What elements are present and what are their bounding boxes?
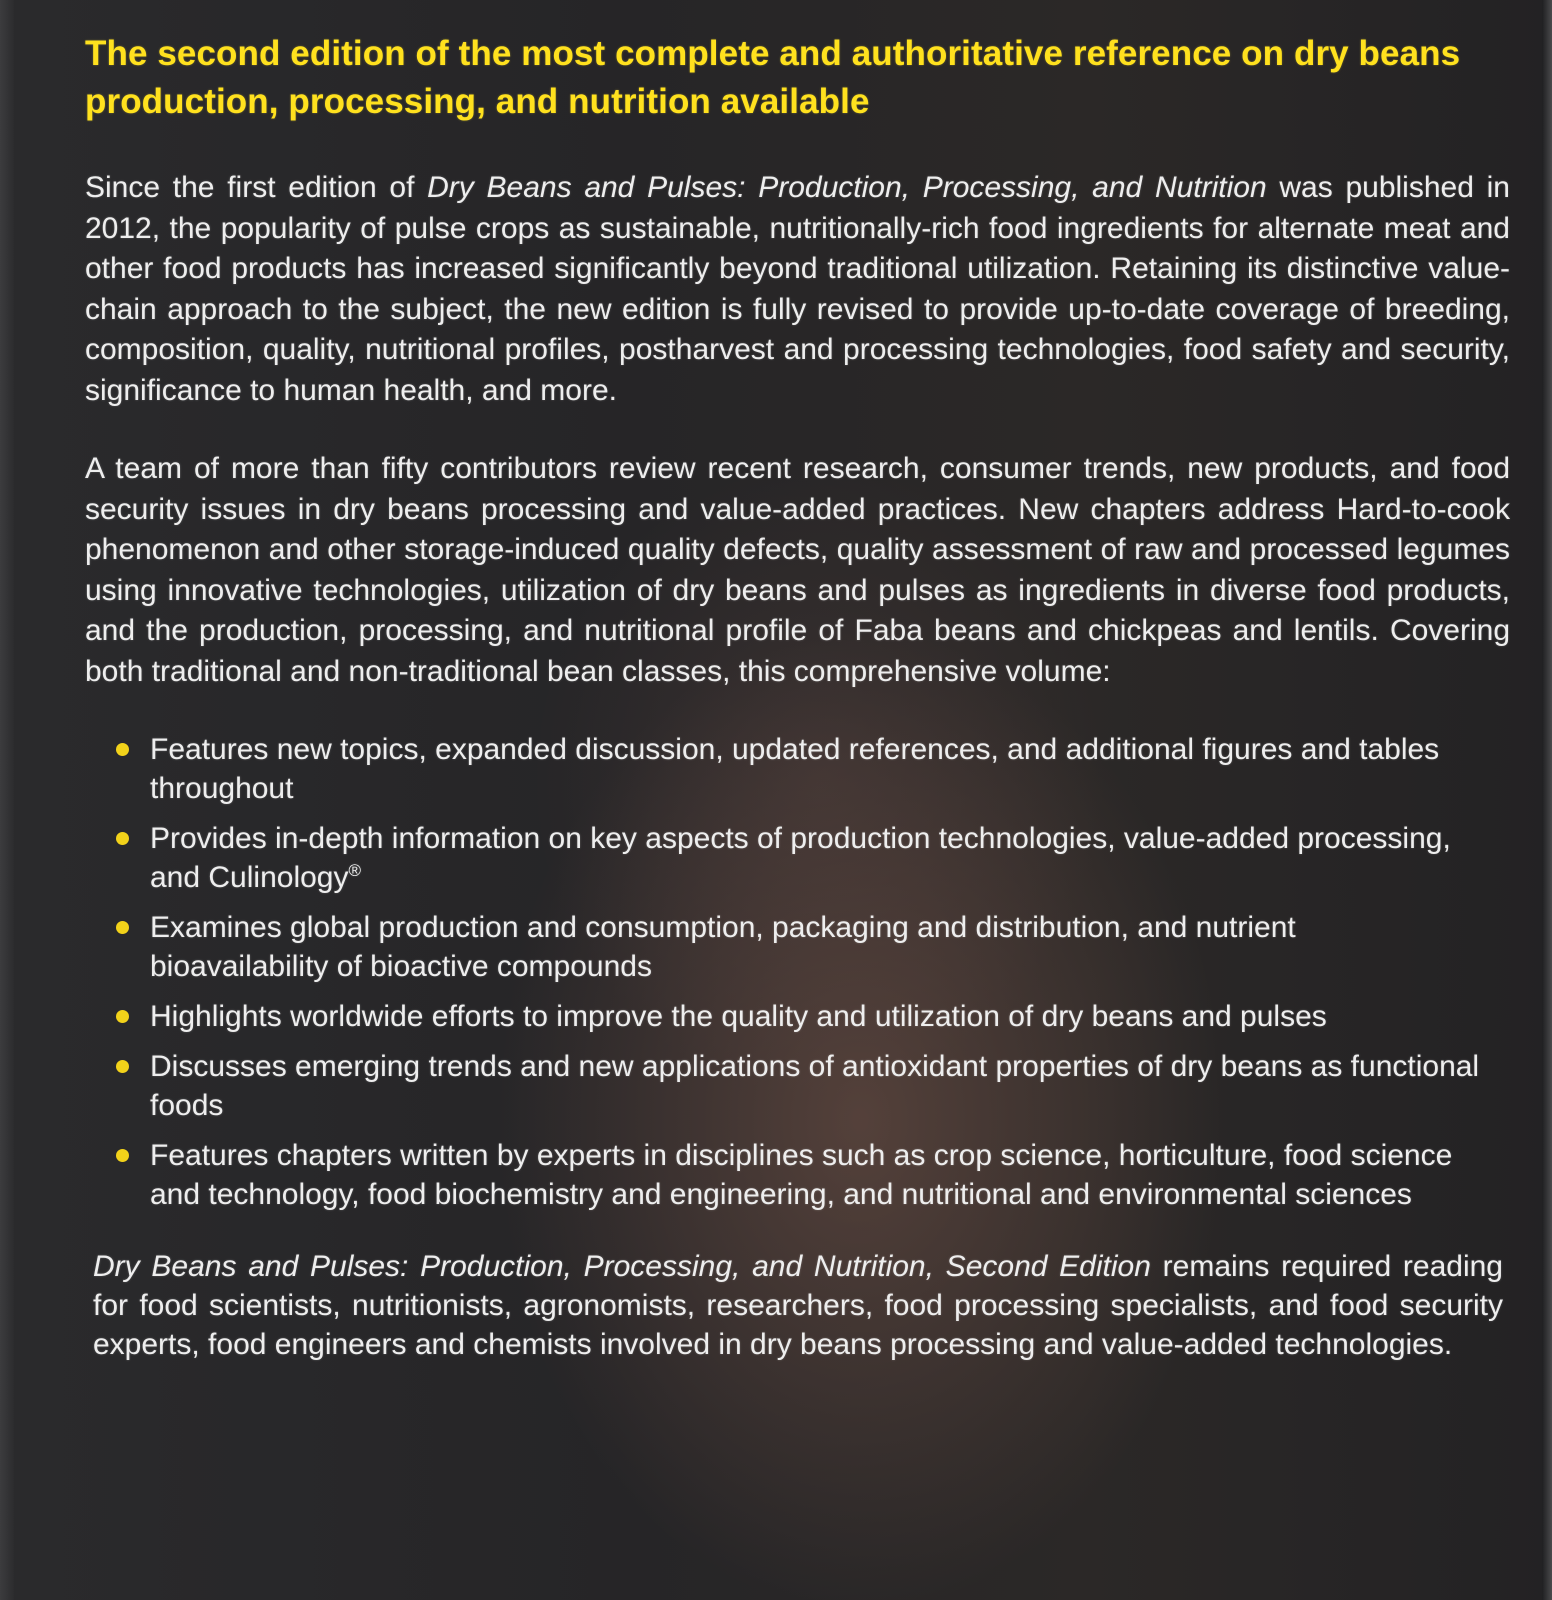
contributors-paragraph: A team of more than fifty contributors review recent research, consumer trends, new products, and food security issues in dry beans processing and value-added practices. New chapters address Hard-to-cook phenomenon and other storage-induced quality defects, quality assessment of raw and processed legumes using innovative technologies, utilization of dry beans and pulses as ingredients in diverse food products, and the production, processing, and nutritional profile of Faba beans and chickpeas and lentils. Covering both traditional and non-traditional bean classes, this comprehensive volume:	[85, 452, 1510, 688]
bullet-dot-icon	[116, 1149, 129, 1162]
intro-paragraph	[85, 168, 1510, 411]
bullet-dot-icon	[116, 743, 129, 756]
feature-list-item	[150, 819, 1480, 897]
feature-list-item	[150, 908, 1480, 986]
registered-mark: ®	[348, 861, 362, 880]
closing-paragraph	[93, 1247, 1503, 1364]
feature-text: Discusses emerging trends and new applications of antioxidant properties of dry beans as functional foods	[150, 1050, 1480, 1122]
bullet-dot-icon	[116, 921, 129, 934]
book-title-italic: Dry Beans and Pulses: Production, Processing, and Nutrition	[427, 171, 1267, 204]
feature-text: Provides in-depth information on key aspects of production technologies, value-added processing, and Culinology	[150, 822, 1451, 894]
edition-title-italic: Dry Beans and Pulses: Production, Processing, and Nutrition, Second Edition	[93, 1250, 1151, 1283]
feature-text: Highlights worldwide efforts to improve the quality and utilization of dry beans and pulses	[150, 1000, 1327, 1033]
feature-list-item	[150, 730, 1480, 808]
bullet-dot-icon	[116, 1010, 129, 1023]
bullet-dot-icon	[116, 832, 129, 845]
bullet-dot-icon	[116, 1060, 129, 1073]
intro-lead: Since the first edition of	[85, 171, 428, 204]
feature-text: Examines global production and consumption, packaging and distribution, and nutrient bioavailability of bioactive compounds	[150, 911, 1296, 983]
intro-rest: was published in 2012, the popularity of pulse crops as sustainable, nutritionally-rich food ingredients for alternate meat and other food products has increased significantly beyond traditional utilization. Retaining its distinctive value-chain approach to the subject, the new edition is fully revised to provide up-to-date coverage of breeding, composition, quality, nutritional profiles, postharvest and processing technologies, food safety and security, significance to human health, and more.	[85, 171, 1510, 407]
feature-text: Features new topics, expanded discussion, updated references, and additional figures and tables throughout	[150, 733, 1440, 805]
cover-text-block	[85, 30, 1510, 1364]
feature-list-item	[150, 1136, 1480, 1214]
feature-list-item	[150, 1047, 1480, 1125]
closing-rest: remains required reading for food scientists, nutritionists, agronomists, researchers, food processing specialists, and food security experts, food engineers and chemists involved in dry beans processing and value-added technologies.	[93, 1250, 1503, 1361]
feature-list	[85, 730, 1480, 1214]
feature-text: Features chapters written by experts in disciplines such as crop science, horticulture, food science and technology, food biochemistry and engineering, and nutritional and environmental sciences	[150, 1139, 1453, 1211]
headline: The second edition of the most complete and authoritative reference on dry beans production, processing, and nutrition available	[85, 34, 1461, 121]
feature-list-item	[150, 997, 1480, 1036]
